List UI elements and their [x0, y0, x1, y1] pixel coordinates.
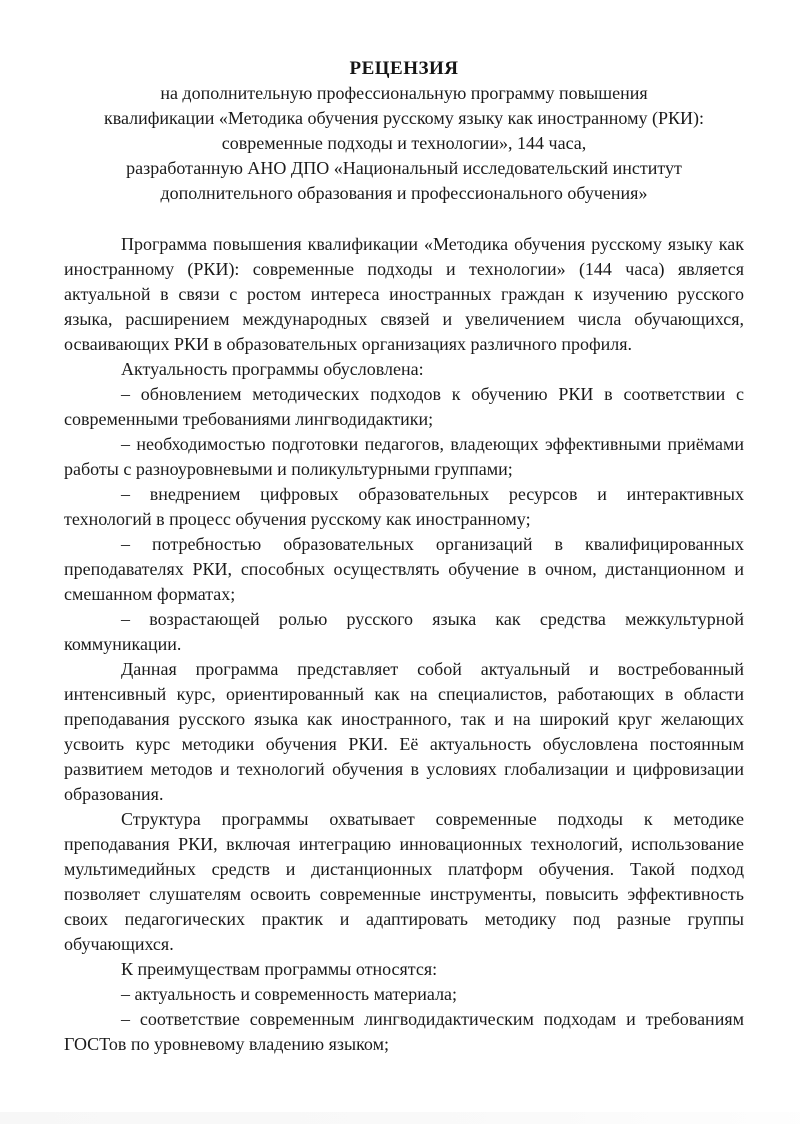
- document-subtitle: [64, 81, 744, 206]
- paragraph-advantages-heading: К преимуществам программы относятся:: [121, 959, 438, 979]
- subtitle-line-2: квалификации «Методика обучения русскому языку как иностранному (РКИ):: [103, 108, 704, 128]
- relevance-item-methods-update: – обновлением методических подходов к обучению РКИ в соответствии с современными требованиями лингводидактики;: [64, 384, 744, 429]
- document-body: [64, 232, 744, 1057]
- scan-artifact-bottom: [0, 1112, 800, 1124]
- relevance-item-language-role: – возрастающей ролью русского языка как средства межкультурной коммуникации.: [64, 609, 744, 654]
- relevance-item-org-needs: – потребностью образовательных организаций в квалифицированных преподавателях РКИ, способных осуществлять обучение в очном, дистанционном и смешанном форматах;: [64, 534, 744, 604]
- subtitle-line-1: на дополнительную профессиональную программу повышения: [160, 83, 648, 103]
- paragraph-program-structure: Структура программы охватывает современные подходы к методике преподавания РКИ, включая интеграцию инновационных технологий, использование мультимедийных средств и дистанционных платформ обучения. Такой подход позволяет слушателям освоить современные инструменты, повысить эффективность своих педагогических практик и адаптировать методику под разные группы обучающихся.: [64, 809, 744, 954]
- relevance-item-teacher-training: – необходимостью подготовки педагогов, владеющих эффективными приёмами работы с разноуровневыми и поликультурными группами;: [64, 434, 744, 479]
- subtitle-line-5: дополнительного образования и профессионального обучения»: [160, 183, 648, 203]
- subtitle-line-3: современные подходы и технологии», 144 часа,: [221, 133, 587, 153]
- advantage-item-standards: – соответствие современным лингводидактическим подходам и требованиям ГОСТов по уровневому владению языком;: [64, 1009, 744, 1054]
- relevance-item-digital-resources: – внедрением цифровых образовательных ресурсов и интерактивных технологий в процесс обучения русскому как иностранному;: [64, 484, 744, 529]
- paragraph-program-overview: Программа повышения квалификации «Методика обучения русскому языку как иностранному (РКИ): современные подходы и технологии» (144 часа) является актуальной в связи с ростом интереса иностранных граждан к изучению русского языка, расширением международных связей и увеличением числа обучающихся, осваивающих РКИ в образовательных организациях различного профиля.: [64, 234, 744, 354]
- subtitle-line-4: разработанную АНО ДПО «Национальный исследовательский институт: [126, 158, 682, 178]
- paragraph-program-description: Данная программа представляет собой актуальный и востребованный интенсивный курс, ориентированный как на специалистов, работающих в области преподавания русского языка как иностранного, так и на широкий круг желающих усвоить курс методики обучения РКИ. Её актуальность обусловлена постоянным развитием методов и технологий обучения в условиях глобализации и цифровизации образования.: [64, 659, 744, 804]
- paragraph-relevance-heading: Актуальность программы обусловлена:: [121, 359, 424, 379]
- advantage-item-relevance: – актуальность и современность материала;: [121, 984, 458, 1004]
- document-title: РЕЦЕНЗИЯ: [349, 58, 459, 79]
